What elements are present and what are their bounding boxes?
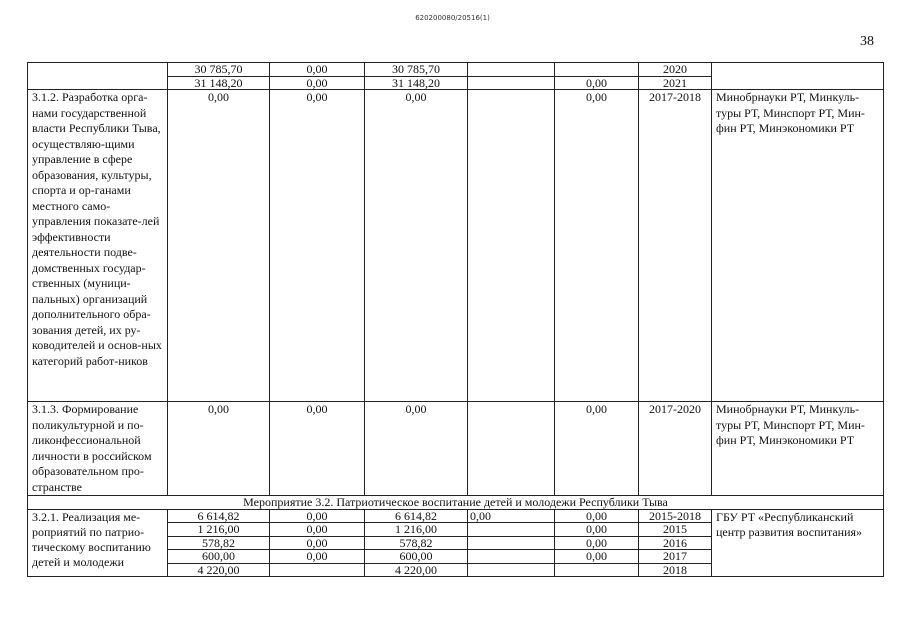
extra-cell <box>555 63 639 77</box>
item-description: 3.1.3. Формирование поликультурной и по-ликонфессиональной личности в российском образовательном про-странстве <box>28 402 168 496</box>
federal-cell: 0,00 <box>270 550 365 564</box>
total-cell: 0,00 <box>168 90 270 402</box>
year-cell: 2018 <box>639 563 712 577</box>
extra-cell: 0,00 <box>555 402 639 496</box>
municipal-cell <box>468 63 555 77</box>
item-description: 3.1.2. Разработка орга-нами государственной власти Республики Тыва, осуществляю-щими управление в сфере образования, культуры, спорта и ор-ганами местного само-управления показате-лей эффективности деятельности подве-домственных государ-ственных (муници-пальных) организаций дополнительного обра-зования детей, их ру-ководителей и основ-ных категорий работ-ников <box>28 90 168 402</box>
republic-cell: 30 785,70 <box>365 63 468 77</box>
extra-cell: 0,00 <box>555 90 639 402</box>
executor-cell: Минобрнауки РТ, Минкуль-туры РТ, Минспорт РТ, Мин-фин РТ, Минэкономики РТ <box>712 90 884 402</box>
total-cell: 600,00 <box>168 550 270 564</box>
municipal-cell <box>468 90 555 402</box>
year-cell: 2016 <box>639 536 712 550</box>
total-cell: 30 785,70 <box>168 63 270 77</box>
total-cell: 31 148,20 <box>168 76 270 90</box>
municipal-cell <box>468 550 555 564</box>
extra-cell: 0,00 <box>555 76 639 90</box>
page-number: 38 <box>860 34 874 49</box>
year-cell: 2020 <box>639 63 712 77</box>
extra-cell: 0,00 <box>555 509 639 523</box>
republic-cell: 578,82 <box>365 536 468 550</box>
federal-cell: 0,00 <box>270 90 365 402</box>
total-cell: 4 220,00 <box>168 563 270 577</box>
municipal-cell <box>468 402 555 496</box>
extra-cell: 0,00 <box>555 523 639 537</box>
executor-cell: ГБУ РТ «Республиканский центр развития воспитания» <box>712 509 884 577</box>
year-cell: 2017 <box>639 550 712 564</box>
federal-cell: 0,00 <box>270 509 365 523</box>
total-cell: 6 614,82 <box>168 509 270 523</box>
document-id: 620200080/20516(1) <box>415 14 490 22</box>
municipal-cell: 0,00 <box>468 509 555 523</box>
year-cell: 2021 <box>639 76 712 90</box>
republic-cell: 600,00 <box>365 550 468 564</box>
federal-cell: 0,00 <box>270 536 365 550</box>
table-row <box>28 509 884 523</box>
total-cell: 578,82 <box>168 536 270 550</box>
extra-cell <box>555 563 639 577</box>
section-title: Мероприятие 3.2. Патриотическое воспитание детей и молодежи Республики Тыва <box>28 496 884 510</box>
federal-cell: 0,00 <box>270 402 365 496</box>
republic-cell: 6 614,82 <box>365 509 468 523</box>
item-description: 3.2.1. Реализация ме-роприятий по патрио-тическому воспитанию детей и молодежи <box>28 509 168 577</box>
municipal-cell <box>468 523 555 537</box>
republic-cell: 31 148,20 <box>365 76 468 90</box>
republic-cell: 1 216,00 <box>365 523 468 537</box>
federal-cell: 0,00 <box>270 76 365 90</box>
republic-cell: 4 220,00 <box>365 563 468 577</box>
year-cell: 2017-2020 <box>639 402 712 496</box>
municipal-cell <box>468 76 555 90</box>
executor-cell: Минобрнауки РТ, Минкуль-туры РТ, Минспорт РТ, Мин-фин РТ, Минэкономики РТ <box>712 402 884 496</box>
federal-cell: 0,00 <box>270 523 365 537</box>
total-cell: 1 216,00 <box>168 523 270 537</box>
republic-cell: 0,00 <box>365 402 468 496</box>
municipal-cell <box>468 563 555 577</box>
budget-table <box>27 62 884 577</box>
year-cell: 2015-2018 <box>639 509 712 523</box>
federal-cell <box>270 563 365 577</box>
table-row <box>28 90 884 402</box>
municipal-cell <box>468 536 555 550</box>
year-cell: 2015 <box>639 523 712 537</box>
executor-cell-empty <box>712 63 884 90</box>
table-row <box>28 63 884 77</box>
total-cell: 0,00 <box>168 402 270 496</box>
year-cell: 2017-2018 <box>639 90 712 402</box>
federal-cell: 0,00 <box>270 63 365 77</box>
extra-cell: 0,00 <box>555 550 639 564</box>
republic-cell: 0,00 <box>365 90 468 402</box>
table-row <box>28 402 884 496</box>
description-cell-empty <box>28 63 168 90</box>
section-row <box>28 496 884 510</box>
extra-cell: 0,00 <box>555 536 639 550</box>
